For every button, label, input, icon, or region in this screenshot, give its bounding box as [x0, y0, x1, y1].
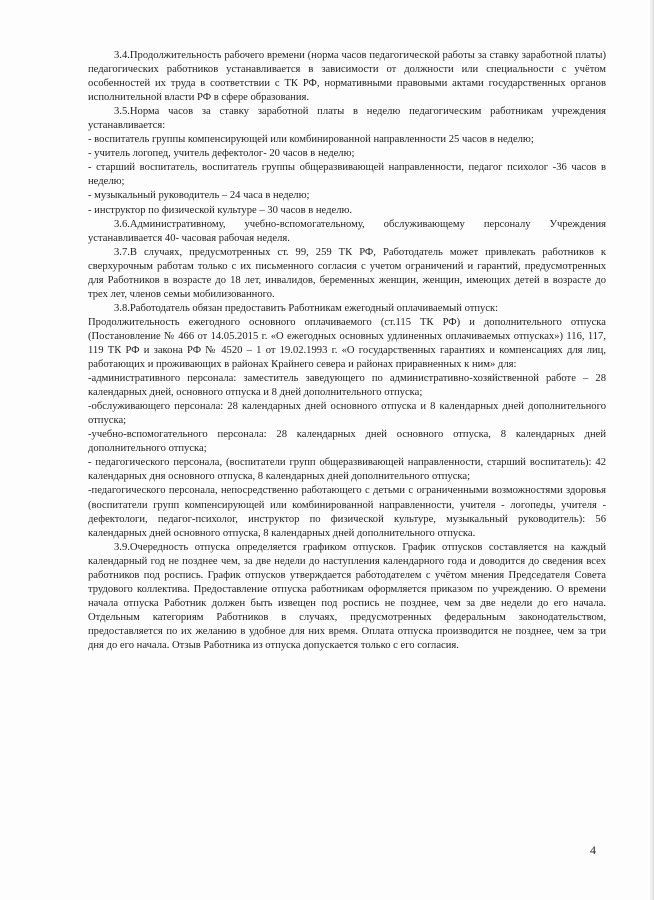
- paragraph-3-4: 3.4.Продолжительность рабочего времени (норма часов педагогической работы за ставку заработной платы) педагогических работников устанавливается в зависимости от должности или специальности с учётом особенностей их труда в соответствии с ТК РФ, нормативными правовыми актами государственных органов исполнительной власти РФ в сфере образования.: [88, 50, 606, 104]
- page-number: 4: [590, 843, 596, 857]
- list-item: - музыкальный руководитель – 24 часа в неделю;: [88, 190, 310, 202]
- paragraph-vacation-duration: Продолжительность ежегодного основного оплачиваемого (ст.115 ТК РФ) и дополнительного отпуска (Постановление № 466 от 14.05.2015 г. «О ежегодных основных удлиненных оплачиваемых отпусках») 116, 117, 119 ТК РФ и закона РФ № 4520 – 1 от 19.02.1993 г. «О государственных гарантиях и компенсациях для лиц, работающих и проживающих в районах Крайнего севера и районах приравненных к ним» для:: [88, 316, 606, 371]
- scan-edge: [650, 0, 654, 900]
- paragraph-3-5: 3.5.Норма часов за ставку заработной платы в неделю педагогическим работникам учреждения устанавливается:: [88, 106, 606, 132]
- paragraph-3-7: 3.7.В случаях, предусмотренных ст. 99, 259 ТК РФ, Работодатель может привлекать работников к сверхурочным работам только с их письменного согласия с учетом ограничений и гарантий, предусмотренных для Работников в возрасте до 18 лет, инвалидов, беременных женщин, женщин, имеющих детей в возрасте до трех лет, членов семьи мобилизованного.: [88, 246, 606, 300]
- paragraph-3-8: 3.8.Работодатель обязан предоставить Работникам ежегодный оплачиваемый отпуск:: [114, 302, 499, 314]
- list-item: - педагогического персонала, (воспитатели групп общеразвивающей направленности, старший воспитатель): 42 календарных дня основного отпуска, 8 календарных дней дополнительного отпуска;: [88, 457, 606, 483]
- paragraph-3-9: 3.9.Очередность отпуска определяется графиком отпусков. График отпусков составляется на каждый календарный год не позднее чем, за две недели до наступления календарного года и доводится до сведения всех работников под роспись. График отпусков утверждается работодателем с учётом мнения Председателя Совета трудового коллектива. Предоставление отпуска работникам оформляется приказом по учреждению. О времени начала отпуска Работник должен быть извещен под роспись не позднее, чем за две недели до его начала. Отдельным категориям Работников в случаях, предусмотренных федеральным законодательством, предоставляется по их желанию в удобное для них время. Оплата отпуска производится не позднее, чем за три дня до его начала. Отзыв Работника из отпуска допускается только с его согласия.: [88, 541, 606, 651]
- list-item: - старший воспитатель, воспитатель группы общеразвивающей направленности, педагог психолог -36 часов в неделю;: [88, 162, 606, 188]
- paragraph-3-6: 3.6.Административному, учебно-вспомогательному, обслуживающему персоналу Учреждения устанавливается 40- часовая рабочая неделя.: [88, 218, 606, 244]
- list-item: - учитель логопед, учитель дефектолог- 20 часов в неделю;: [88, 148, 355, 160]
- list-item: -педагогического персонала, непосредственно работающего с детьми с ограниченными возможностями здоровья (воспитатели групп компенсирующей или комбинированной направленности, учителя - логопеды, учителя - дефектологи, педагог-психолог, инструктор по физической культуре, музыкальный руководитель): 56 календарных дней основного отпуска, 8 календарных дней дополнительного отпуска.: [88, 485, 606, 539]
- list-item: -административного персонала: заместитель заведующего по административно-хозяйственной работе – 28 календарных дней, основного отпуска и 8 дней дополнительного отпуска;: [88, 373, 606, 399]
- list-item: - воспитатель группы компенсирующей или комбинированной направленности 25 часов в неделю;: [88, 134, 534, 146]
- body-text: [88, 49, 606, 653]
- list-item: -учебно-вспомогательного персонала: 28 календарных дней основного отпуска, 8 календарных дней дополнительного отпуска;: [88, 429, 606, 455]
- list-item: -обслуживающего персонала: 28 календарных дней основного отпуска и 8 календарных дней дополнительного отпуска;: [88, 401, 606, 427]
- list-item: - инструктор по физической культуре – 30 часов в неделю.: [88, 204, 353, 216]
